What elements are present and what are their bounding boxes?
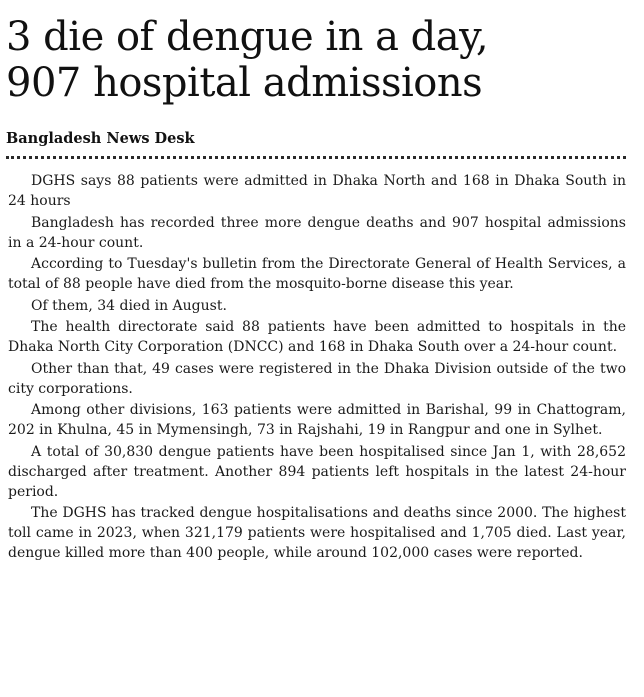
paragraph-subhead: DGHS says 88 patients were admitted in Dhaka North and 168 in Dhaka South in 24 hours <box>8 173 626 209</box>
paragraph: A total of 30,830 dengue patients have been hospitalised since Jan 1, with 28,652 discharged after treatment. Another 894 patients left hospitals in the latest 24-hour period. <box>8 443 626 500</box>
article-body <box>6 171 626 563</box>
headline-line-1: 3 die of dengue in a day, <box>6 14 489 60</box>
paragraph: The DGHS has tracked dengue hospitalisations and deaths since 2000. The highest toll came in 2023, when 321,179 patients were hospitalised and 1,705 died. Last year, dengue killed more than 400 people, while around 102,000 cases were reported. <box>8 505 626 561</box>
news-article <box>6 14 626 565</box>
paragraph: Bangladesh has recorded three more dengue deaths and 907 hospital admissions in a 24-hour count. <box>8 214 626 251</box>
paragraph: Of them, 34 died in August. <box>31 297 227 314</box>
dotted-divider <box>6 156 626 159</box>
paragraph: Other than that, 49 cases were registered in the Dhaka Division outside of the two city corporations. <box>8 360 626 397</box>
paragraph: Among other divisions, 163 patients were admitted in Barishal, 99 in Chattogram, 202 in Khulna, 45 in Mymensingh, 73 in Rajshahi, 19 in Rangpur and one in Sylhet. <box>8 402 626 438</box>
paragraph: The health directorate said 88 patients have been admitted to hospitals in the Dhaka North City Corporation (DNCC) and 168 in Dhaka South over a 24-hour count. <box>8 319 626 355</box>
paragraph: According to Tuesday's bulletin from the Directorate General of Health Services, a total of 88 people have died from the mosquito-borne disease this year. <box>8 256 626 292</box>
headline <box>6 14 626 106</box>
headline-line-2: 907 hospital admissions <box>6 60 483 106</box>
byline: Bangladesh News Desk <box>6 130 195 147</box>
